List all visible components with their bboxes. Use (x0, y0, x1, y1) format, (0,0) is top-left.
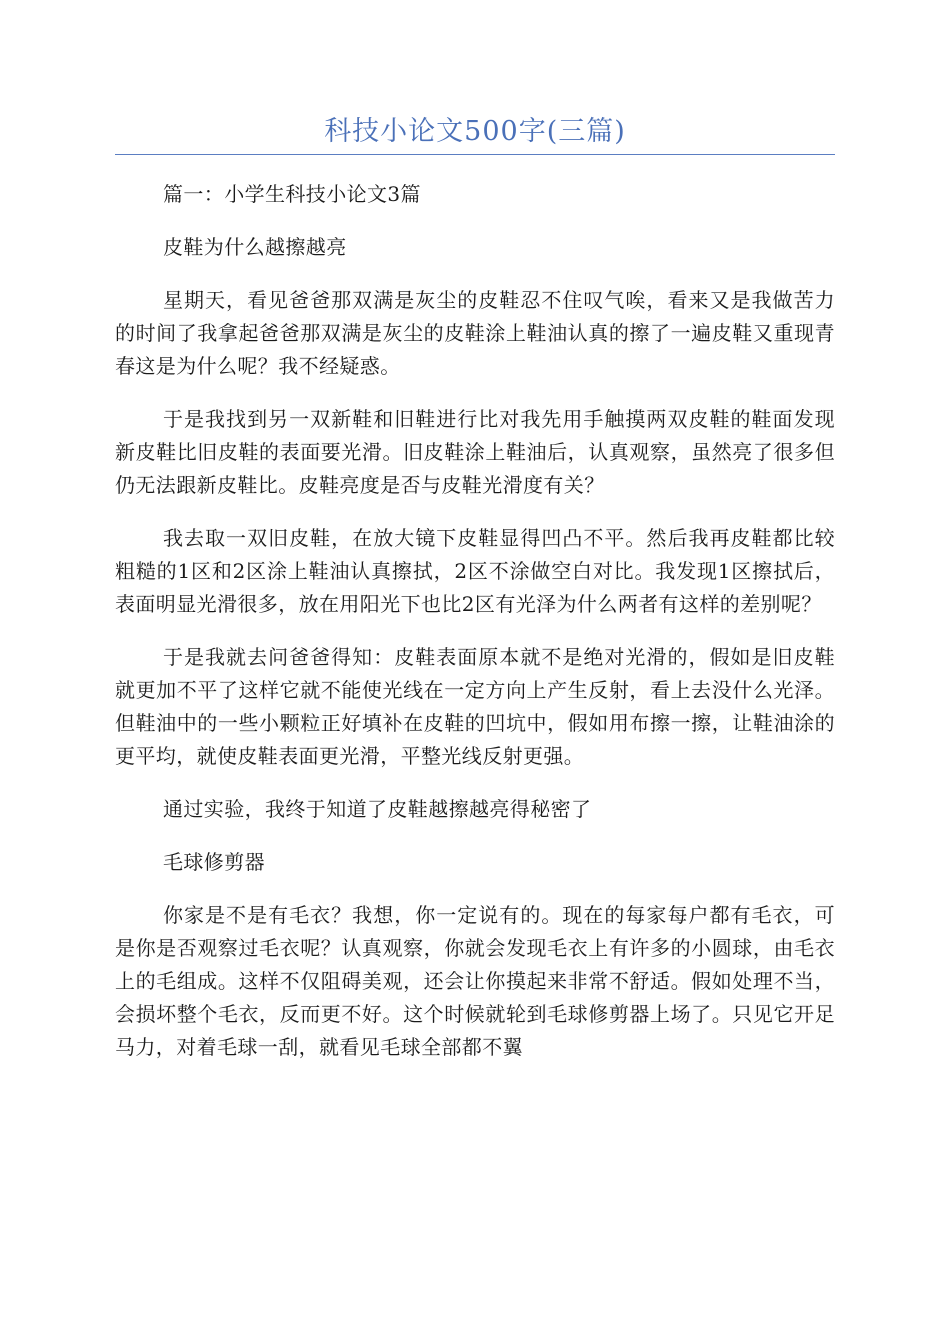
document-body (115, 178, 835, 1084)
paragraph: 星期天，看见爸爸那双满是灰尘的皮鞋忍不住叹气唉，看来又是我做苦力的时间了我拿起爸爸那双满是灰尘的皮鞋涂上鞋油认真的擦了一遍皮鞋又重现青春这是为什么呢？我不经疑惑。 (115, 288, 835, 378)
paragraph: 通过实验，我终于知道了皮鞋越擦越亮得秘密了 (163, 797, 592, 821)
paragraph-subtitle-lint-remover: 毛球修剪器 (163, 850, 265, 874)
paragraph-section-heading: 篇一：小学生科技小论文3篇 (163, 182, 421, 206)
paragraph: 于是我找到另一双新鞋和旧鞋进行比对我先用手触摸两双皮鞋的鞋面发现新皮鞋比旧皮鞋的表面要光滑。旧皮鞋涂上鞋油后，认真观察，虽然亮了很多但仍无法跟新皮鞋比。皮鞋亮度是否与皮鞋光滑度有关？ (115, 407, 835, 497)
paragraph: 你家是不是有毛衣？我想，你一定说有的。现在的每家每户都有毛衣，可是你是否观察过毛衣呢？认真观察，你就会发现毛衣上有许多的小圆球，由毛衣上的毛组成。这样不仅阻碍美观，还会让你摸起来非常不舒适。假如处理不当，会损坏整个毛衣，反而更不好。这个时候就轮到毛球修剪器上场了。只见它开足马力，对着毛球一刮，就看见毛球全部都不翼 (115, 903, 835, 1059)
title-underline (115, 154, 835, 155)
paragraph: 于是我就去问爸爸得知：皮鞋表面原本就不是绝对光滑的，假如是旧皮鞋就更加不平了这样它就不能使光线在一定方向上产生反射，看上去没什么光泽。但鞋油中的一些小颗粒正好填补在皮鞋的凹坑中，假如用布擦一擦，让鞋油涂的更平均，就使皮鞋表面更光滑，平整光线反射更强。 (115, 645, 835, 768)
paragraph-subtitle-shoes: 皮鞋为什么越擦越亮 (163, 235, 347, 259)
document-title: 科技小论文500字(三篇) (324, 116, 626, 147)
paragraph: 我去取一双旧皮鞋，在放大镜下皮鞋显得凹凸不平。然后我再皮鞋都比较粗糙的1区和2区涂上鞋油认真擦拭，2区不涂做空白对比。我发现1区擦拭后，表面明显光滑很多，放在用阳光下也比2区有光泽为什么两者有这样的差别呢？ (115, 526, 835, 616)
